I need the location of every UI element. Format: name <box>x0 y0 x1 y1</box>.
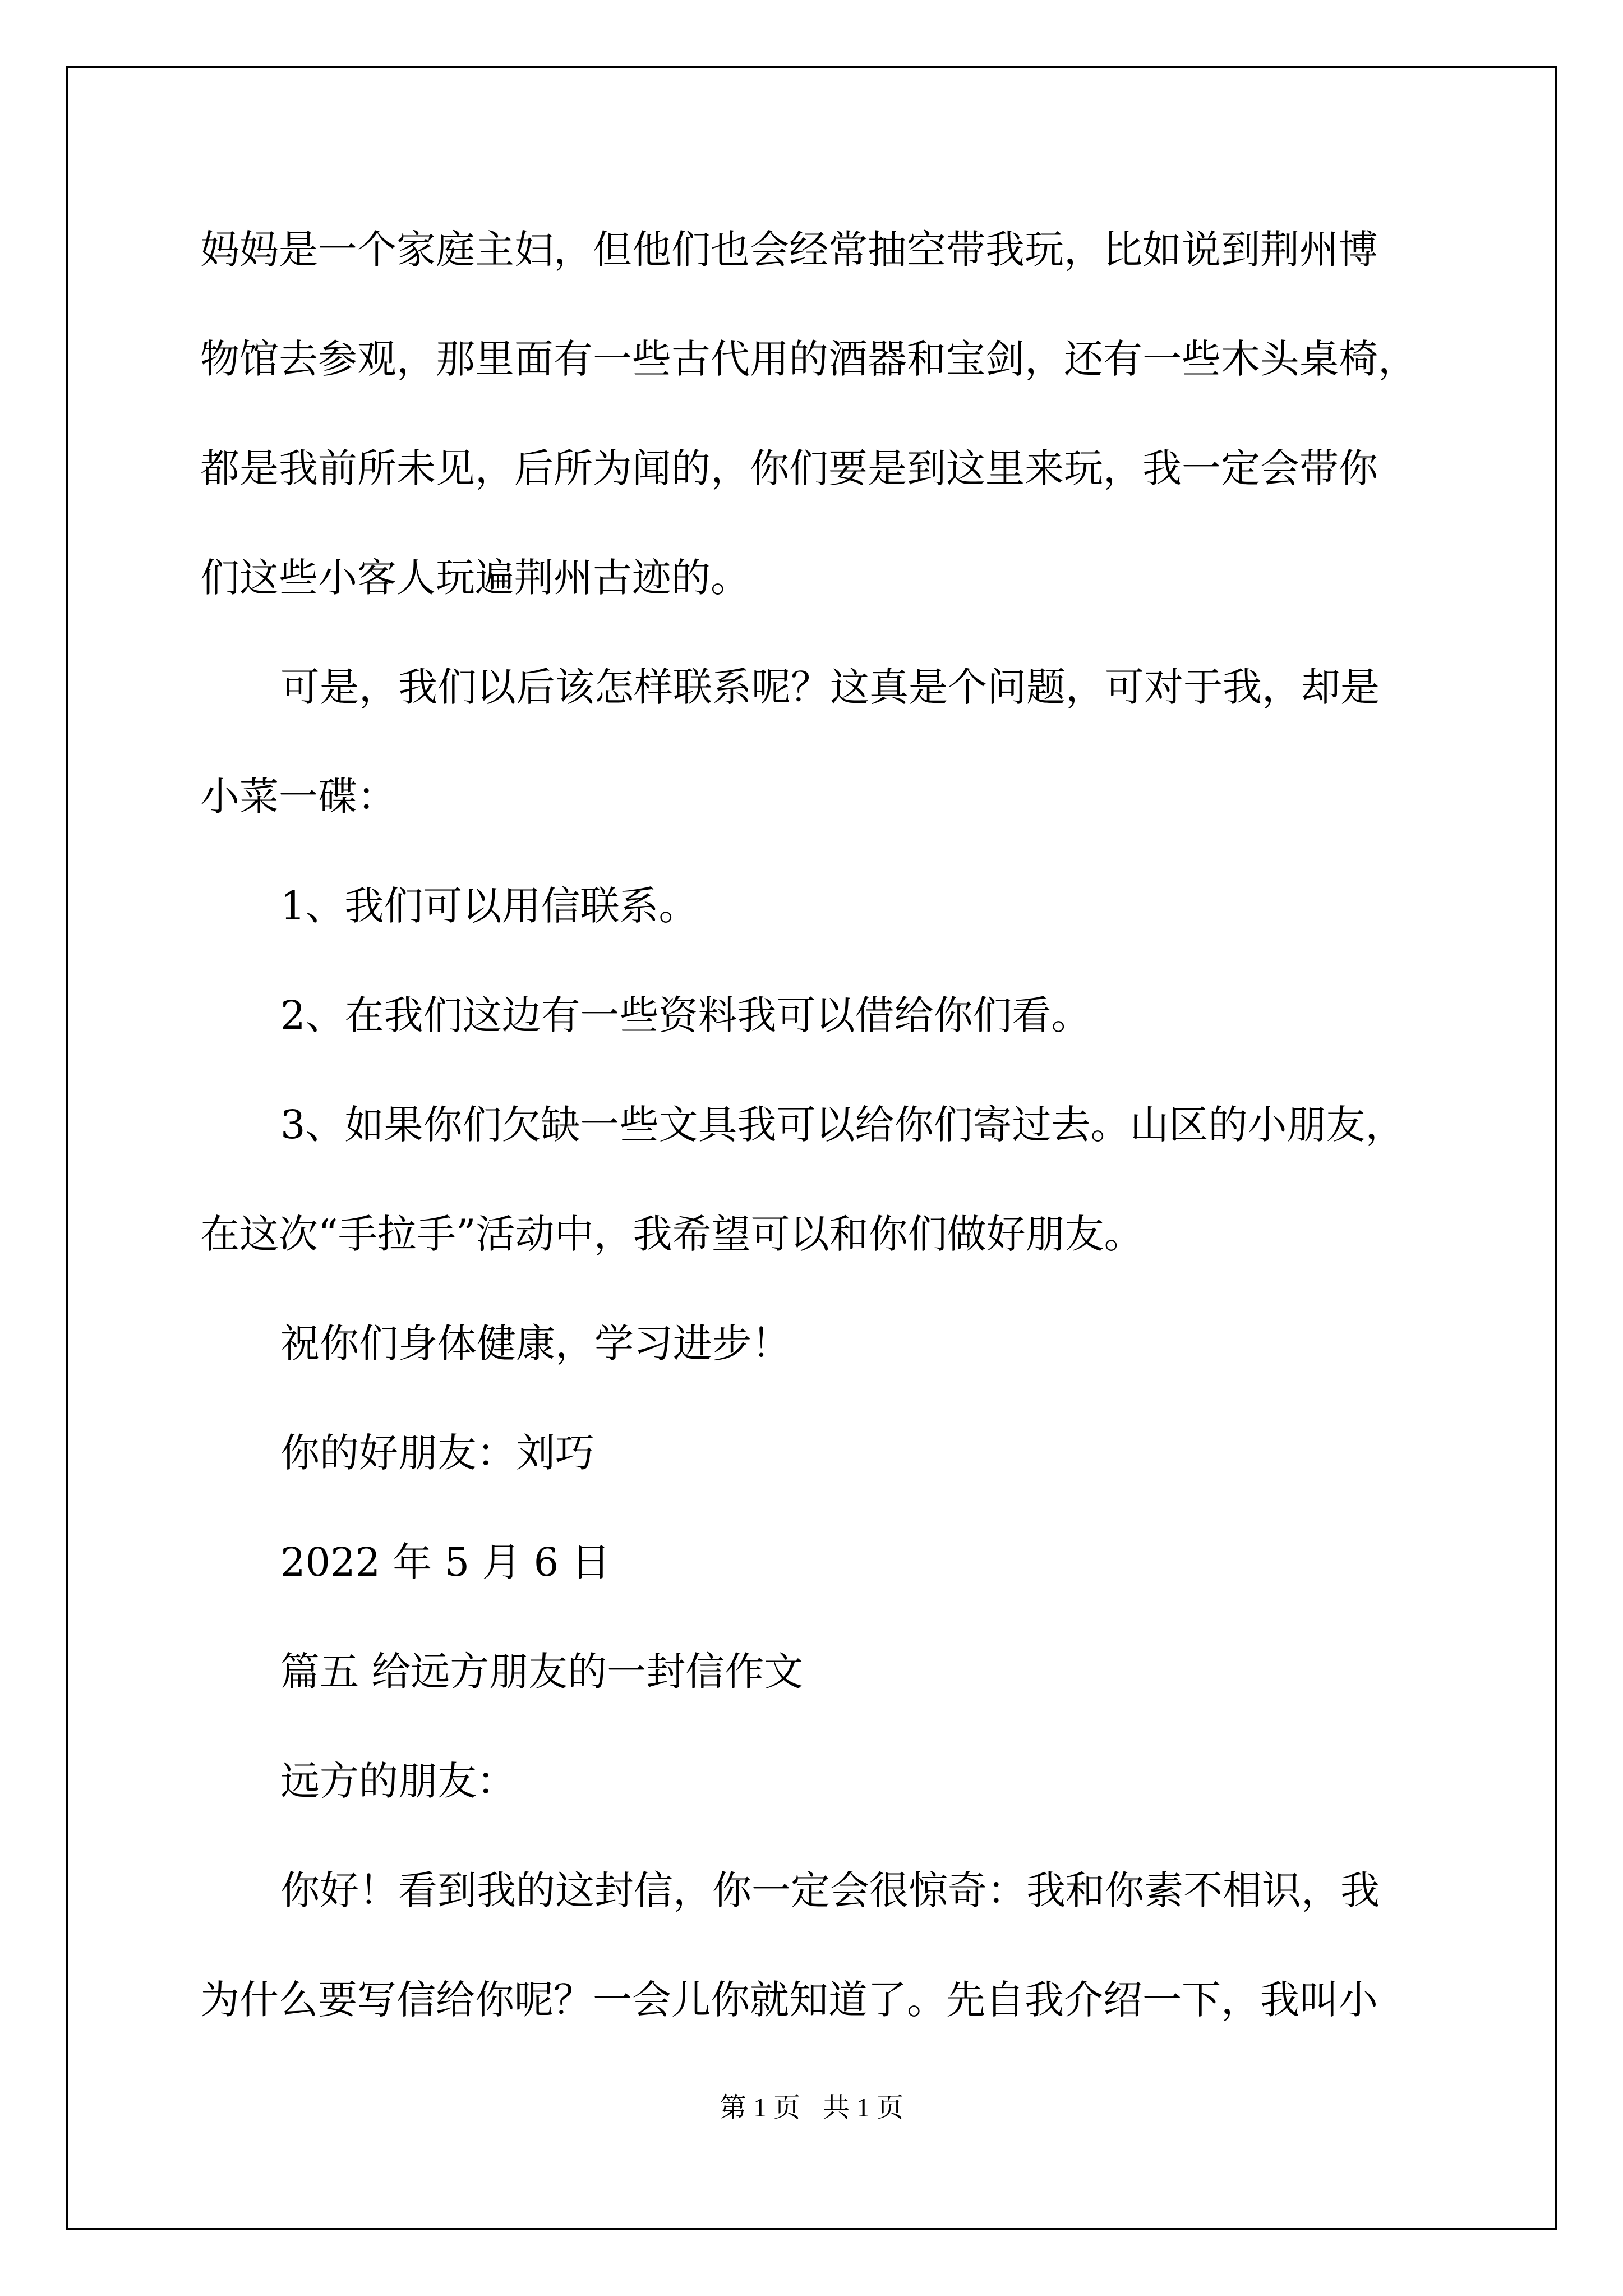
signature: 你的好朋友：刘巧 <box>280 1430 594 1476</box>
text-line: 都是我前所未见，后所为闻的，你们要是到这里来玩，我一定会带你 <box>200 445 1378 491</box>
date: 2022 年 5 月 6 日 <box>280 1539 611 1585</box>
text-line: 们这些小客人玩遍荆州古迹的。 <box>200 555 750 601</box>
text-line: 物馆去参观，那里面有一些古代用的酒器和宝剑，还有一些木头桌椅， <box>200 336 1417 382</box>
section-title: 篇五 给远方朋友的一封信作文 <box>280 1649 804 1695</box>
text-line: 为什么要写信给你呢？一会儿你就知道了。先自我介绍一下，我叫小 <box>200 1977 1378 2023</box>
page-number: 第 1 页 <box>719 2093 800 2123</box>
page-footer <box>0 2091 1623 2125</box>
text-line: 可是，我们以后该怎样联系呢？这真是个问题，可对于我，却是 <box>280 664 1380 710</box>
list-item: 3、如果你们欠缺一些文具我可以给你们寄过去。山区的小朋友， <box>280 1102 1405 1148</box>
text-line: 小菜一碟： <box>200 774 396 820</box>
salutation: 远方的朋友： <box>280 1758 516 1804</box>
closing-wish: 祝你们身体健康，学习进步！ <box>280 1320 791 1366</box>
text-line: 妈妈是一个家庭主妇，但他们也会经常抽空带我玩，比如说到荆州博 <box>200 227 1378 273</box>
list-item: 1、我们可以用信联系。 <box>280 883 698 929</box>
list-item: 2、在我们这边有一些资料我可以借给你们看。 <box>280 992 1091 1038</box>
text-line: 在这次“手拉手”活动中，我希望可以和你们做好朋友。 <box>200 1211 1144 1257</box>
text-line: 你好！看到我的这封信，你一定会很惊奇：我和你素不相识，我 <box>280 1867 1380 1913</box>
page-total: 共 1 页 <box>823 2093 904 2123</box>
